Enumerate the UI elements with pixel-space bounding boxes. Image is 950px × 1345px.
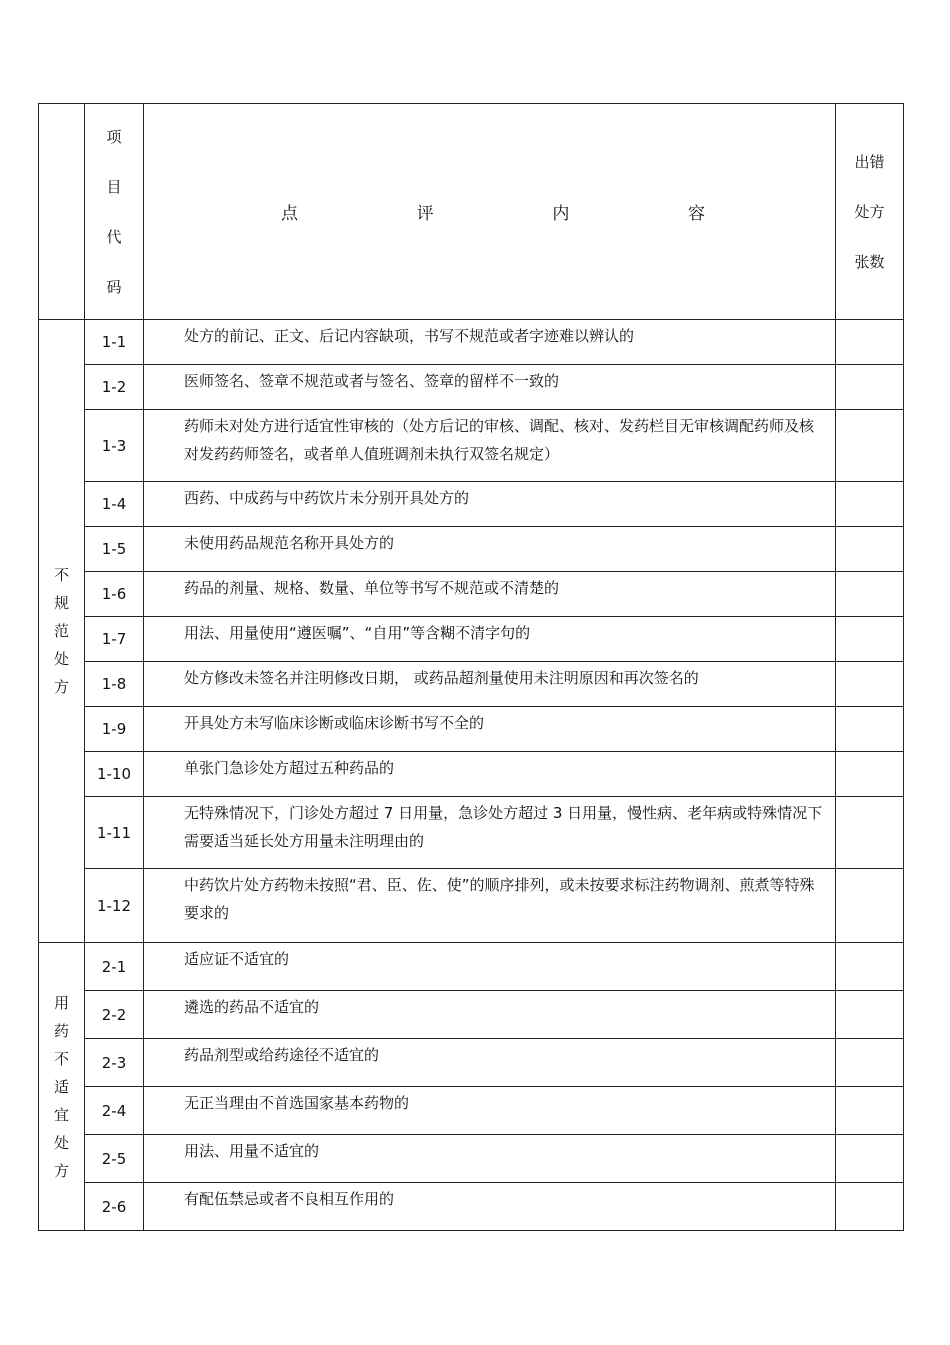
item-content: 药品的剂量、规格、数量、单位等书写不规范或不清楚的 xyxy=(144,572,836,617)
table-row xyxy=(39,482,904,527)
error-count-cell[interactable] xyxy=(836,527,904,572)
item-code: 1-2 xyxy=(85,365,144,410)
table-row xyxy=(39,617,904,662)
item-content: 有配伍禁忌或者不良相互作用的 xyxy=(144,1183,836,1231)
table-row xyxy=(39,869,904,943)
error-count-cell[interactable] xyxy=(836,410,904,482)
error-count-cell[interactable] xyxy=(836,1183,904,1231)
item-content: 未使用药品规范名称开具处方的 xyxy=(144,527,836,572)
header-category-cell xyxy=(39,104,85,320)
error-count-cell[interactable] xyxy=(836,943,904,991)
error-count-cell[interactable] xyxy=(836,365,904,410)
item-content: 无特殊情况下，门诊处方超过 7 日用量，急诊处方超过 3 日用量，慢性病、老年病或特殊情况下需要适当延长处方用量未注明理由的 xyxy=(144,797,836,869)
item-code: 2-3 xyxy=(85,1039,144,1087)
prescription-review-table xyxy=(38,103,904,1231)
item-code: 1-6 xyxy=(85,572,144,617)
item-code: 1-9 xyxy=(85,707,144,752)
header-content-cell: 点 评 内 容 xyxy=(144,104,836,320)
error-count-cell[interactable] xyxy=(836,707,904,752)
item-content: 处方的前记、正文、后记内容缺项，书写不规范或者字迹难以辨认的 xyxy=(144,320,836,365)
item-content: 遴选的药品不适宜的 xyxy=(144,991,836,1039)
error-count-cell[interactable] xyxy=(836,1135,904,1183)
item-content: 西药、中成药与中药饮片未分别开具处方的 xyxy=(144,482,836,527)
item-code: 1-3 xyxy=(85,410,144,482)
table-row xyxy=(39,410,904,482)
table-row xyxy=(39,707,904,752)
table-row xyxy=(39,527,904,572)
item-code: 1-7 xyxy=(85,617,144,662)
item-content: 中药饮片处方药物未按照“君、臣、佐、使”的顺序排列，或未按要求标注药物调剂、煎煮等特殊要求的 xyxy=(144,869,836,943)
error-count-cell[interactable] xyxy=(836,662,904,707)
table-row xyxy=(39,1135,904,1183)
error-count-cell[interactable] xyxy=(836,572,904,617)
header-row xyxy=(39,104,904,320)
header-code-cell: 项 目 代 码 xyxy=(85,104,144,320)
error-count-cell[interactable] xyxy=(836,320,904,365)
table-row xyxy=(39,365,904,410)
table-row xyxy=(39,797,904,869)
error-count-cell[interactable] xyxy=(836,991,904,1039)
table-row xyxy=(39,1039,904,1087)
item-content: 医师签名、签章不规范或者与签名、签章的留样不一致的 xyxy=(144,365,836,410)
item-code: 1-10 xyxy=(85,752,144,797)
error-count-cell[interactable] xyxy=(836,797,904,869)
table-row xyxy=(39,320,904,365)
error-count-cell[interactable] xyxy=(836,869,904,943)
item-content: 用法、用量使用“遵医嘱”、“自用”等含糊不清字句的 xyxy=(144,617,836,662)
item-code: 2-1 xyxy=(85,943,144,991)
error-count-cell[interactable] xyxy=(836,1087,904,1135)
header-count-cell: 出错 处方 张数 xyxy=(836,104,904,320)
item-content: 开具处方未写临床诊断或临床诊断书写不全的 xyxy=(144,707,836,752)
error-count-cell[interactable] xyxy=(836,1039,904,1087)
table-row xyxy=(39,943,904,991)
item-code: 1-11 xyxy=(85,797,144,869)
table-row xyxy=(39,662,904,707)
item-code: 1-4 xyxy=(85,482,144,527)
item-code: 1-12 xyxy=(85,869,144,943)
error-count-cell[interactable] xyxy=(836,752,904,797)
item-content: 无正当理由不首选国家基本药物的 xyxy=(144,1087,836,1135)
item-content: 药品剂型或给药途径不适宜的 xyxy=(144,1039,836,1087)
table-row xyxy=(39,752,904,797)
item-content: 处方修改未签名并注明修改日期， 或药品超剂量使用未注明原因和再次签名的 xyxy=(144,662,836,707)
table-row xyxy=(39,572,904,617)
item-code: 2-6 xyxy=(85,1183,144,1231)
category-inappropriate-medication: 用 药 不 适 宜 处 方 xyxy=(39,943,85,1231)
item-code: 1-5 xyxy=(85,527,144,572)
category-irregular-prescription: 不 规 范 处 方 xyxy=(39,320,85,943)
item-content: 药师未对处方进行适宜性审核的（处方后记的审核、调配、核对、发药栏目无审核调配药师及核对发药药师签名，或者单人值班调剂未执行双签名规定） xyxy=(144,410,836,482)
table-row xyxy=(39,1183,904,1231)
item-content: 适应证不适宜的 xyxy=(144,943,836,991)
item-content: 单张门急诊处方超过五种药品的 xyxy=(144,752,836,797)
item-code: 1-1 xyxy=(85,320,144,365)
item-code: 2-4 xyxy=(85,1087,144,1135)
item-code: 2-5 xyxy=(85,1135,144,1183)
table-row xyxy=(39,991,904,1039)
error-count-cell[interactable] xyxy=(836,482,904,527)
table-row xyxy=(39,1087,904,1135)
item-code: 1-8 xyxy=(85,662,144,707)
item-content: 用法、用量不适宜的 xyxy=(144,1135,836,1183)
item-code: 2-2 xyxy=(85,991,144,1039)
error-count-cell[interactable] xyxy=(836,617,904,662)
